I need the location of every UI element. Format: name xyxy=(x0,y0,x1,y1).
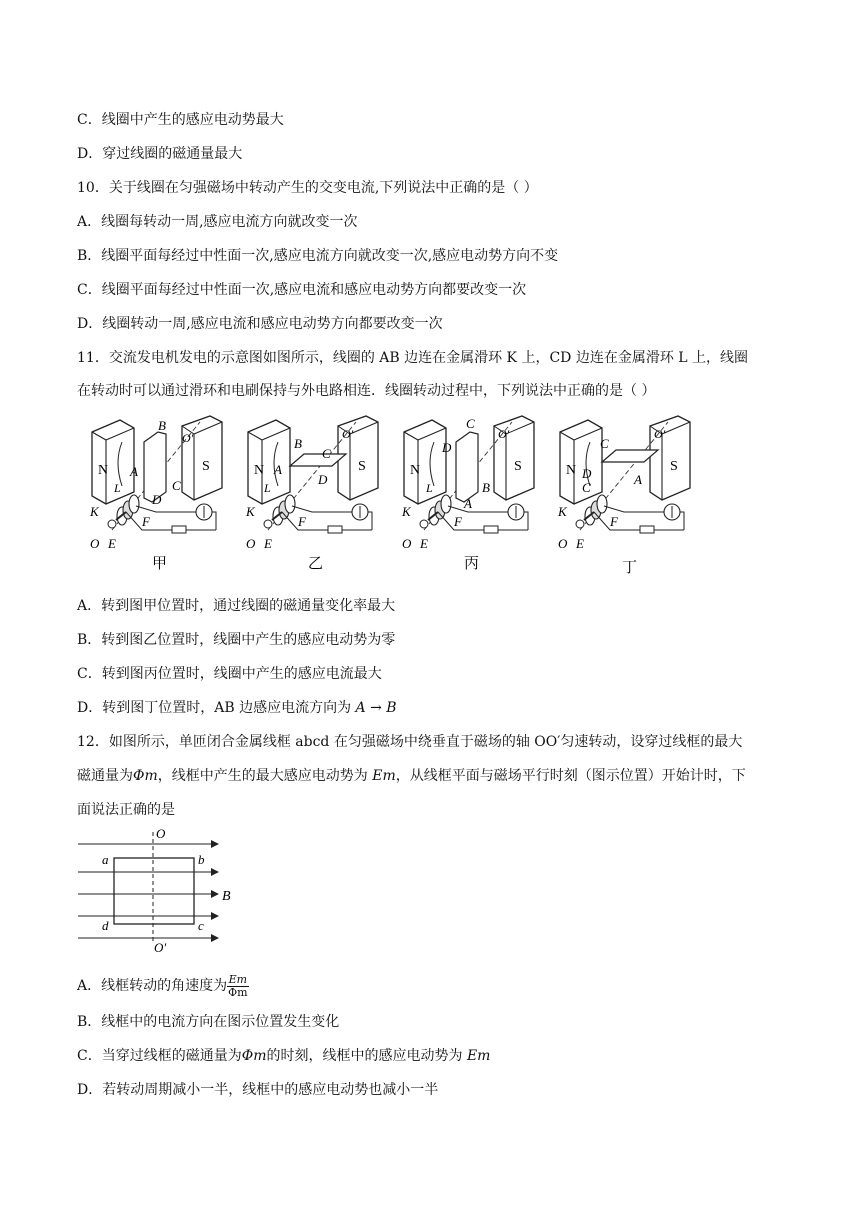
q12-option-b: B．线框中的电流方向在图示位置发生变化 xyxy=(77,1014,340,1030)
angular-velocity-fraction xyxy=(227,974,248,999)
panel-caption-ding: 丁 xyxy=(622,560,638,576)
q12-option-c xyxy=(77,1046,490,1066)
coil-label-c: C xyxy=(322,446,331,461)
generator-figure xyxy=(82,412,710,584)
brush-e-label: E xyxy=(108,536,116,551)
axis-top-label: O′ xyxy=(654,427,666,441)
q11-option-d-math: A → B xyxy=(355,700,397,716)
q11-option-c: C．转到图丙位置时，线圈中产生的感应电流最大 xyxy=(77,666,382,682)
brush-f-label: F xyxy=(298,514,306,529)
coil-label-c: C xyxy=(172,478,181,493)
q10-stem: 10．关于线圈在匀强磁场中转动产生的交变电流,下列说法中正确的是（ ） xyxy=(77,180,538,196)
q12-e-m: Em xyxy=(372,768,396,784)
q12-stem-line3: 面说法正确的是 xyxy=(77,802,175,818)
brush-f-label: F xyxy=(454,514,462,529)
axis-bottom-label: O xyxy=(558,536,568,551)
ring-l-label: L xyxy=(264,481,271,495)
corner-label-d: d xyxy=(102,918,109,933)
q12-option-c-em: Em xyxy=(466,1048,491,1064)
axis-bottom-label: O xyxy=(402,536,412,551)
ring-k-label: K xyxy=(90,504,99,519)
q11-stem-line2: 在转动时可以通过滑环和电刷保持与外电路相连．线圈转动过程中，下列说法中正确的是（ ） xyxy=(77,383,656,399)
coil-label-d: D xyxy=(152,492,162,507)
q12-stem-text-b: ，线框中产生的最大感应电动势为 xyxy=(157,768,373,784)
magnet-n-label: N xyxy=(98,463,109,478)
axis-bottom-label: O xyxy=(90,536,100,551)
coil-label-b: B xyxy=(482,480,490,495)
coil-label-c: C xyxy=(582,480,591,495)
axis-top-label: O′ xyxy=(182,431,194,445)
fraction-denominator: Φm xyxy=(228,985,248,999)
q12-option-a-text: A．线框转动的角速度为 xyxy=(77,978,228,994)
coil-label-a: A xyxy=(274,462,282,477)
panel-caption-bing: 丙 xyxy=(464,556,480,572)
coil-label-c: C xyxy=(466,416,475,431)
q12-option-a xyxy=(77,972,249,1000)
coil-label-a: A xyxy=(634,472,642,487)
ring-l-label: L xyxy=(426,481,433,495)
brush-f-label: F xyxy=(610,514,618,529)
wire-frame xyxy=(114,858,194,924)
magnet-s-label: S xyxy=(358,459,366,474)
q12-stem-text-c: ，从线框平面与磁场平行时刻（图示位置）开始计时，下 xyxy=(395,768,746,784)
q10-option-c: C．线圈平面每经过中性面一次,感应电流和感应电动势方向都要改变一次 xyxy=(77,282,527,298)
coil-label-b: B xyxy=(294,436,302,451)
axis-label-o-prime: O′ xyxy=(154,940,167,954)
magnet-n-label: N xyxy=(566,463,577,478)
ring-k-label: K xyxy=(402,504,411,519)
magnet-s-label: S xyxy=(670,459,678,474)
axis-top-label: O′ xyxy=(498,427,510,441)
coil-label-d: D xyxy=(442,440,452,455)
q12-stem-text-a: 磁通量为 xyxy=(77,768,133,784)
brush-e-label: E xyxy=(264,536,272,551)
q12-stem-line2 xyxy=(77,766,746,786)
q10-option-a: A．线圈每转动一周,感应电流方向就改变一次 xyxy=(77,214,358,230)
q11-stem-line1: 11．交流发电机发电的示意图如图所示，线圈的 AB 边连在金属滑环 K 上，CD 边连在金属滑环 L 上，线圈 xyxy=(77,350,749,366)
ring-l-label: L xyxy=(114,481,121,495)
q9-option-c: C．线圈中产生的感应电动势最大 xyxy=(77,112,284,128)
magnet-n-label: N xyxy=(410,463,421,478)
q10-option-d: D．线圈转动一周,感应电流和感应电动势方向都要改变一次 xyxy=(77,316,443,332)
coil-label-d: D xyxy=(582,466,592,481)
coil-label-b: B xyxy=(158,418,166,433)
q12-option-d: D．若转动周期减小一半，线框中的感应电动势也减小一半 xyxy=(77,1082,439,1098)
generator-panel-yi xyxy=(245,416,378,572)
magnet-n-label: N xyxy=(254,463,265,478)
magnet-s-label: S xyxy=(202,459,210,474)
generator-panel-ding xyxy=(557,416,690,576)
q12-option-c-phi: Φm xyxy=(241,1048,267,1064)
coil-label-d: D xyxy=(318,472,328,487)
corner-label-a: a xyxy=(102,852,109,867)
coil-label-c-top: C xyxy=(600,436,609,451)
axis-bottom-label: O xyxy=(246,536,256,551)
coil-label-a: A xyxy=(130,464,138,479)
ring-k-label: K xyxy=(558,504,567,519)
generator-panel-jia xyxy=(89,416,222,572)
ring-k-label: K xyxy=(246,504,255,519)
magnet-s-label: S xyxy=(514,459,522,474)
q11-option-d xyxy=(77,698,397,718)
coil-label-a: A xyxy=(464,496,472,511)
axis-top-label: O′ xyxy=(342,427,354,441)
brush-e-label: E xyxy=(576,536,584,551)
corner-label-b: b xyxy=(198,852,205,867)
q12-option-c-text-a: C．当穿过线框的磁通量为 xyxy=(77,1048,242,1064)
brush-f-label: F xyxy=(142,514,150,529)
panel-caption-jia: 甲 xyxy=(152,556,168,572)
q11-option-a: A．转到图甲位置时，通过线圈的磁通量变化率最大 xyxy=(77,598,396,614)
fraction-numerator: Em xyxy=(228,972,248,986)
field-label-b: B xyxy=(222,889,231,904)
q12-option-c-text-b: 的时刻，线框中的感应电动势为 xyxy=(266,1048,467,1064)
q12-stem-line1: 12．如图所示，单匝闭合金属线框 abcd 在匀强磁场中绕垂直于磁场的轴 OO′匀速转动，设穿过线框的最大 xyxy=(77,734,743,750)
frame-figure xyxy=(74,826,246,954)
brush-e-label: E xyxy=(420,536,428,551)
q10-option-b: B．线圈平面每经过中性面一次,感应电流方向就改变一次,感应电动势方向不变 xyxy=(77,248,559,264)
q9-option-d: D．穿过线圈的磁通量最大 xyxy=(77,146,243,162)
corner-label-c: c xyxy=(198,918,204,933)
generator-panel-bing xyxy=(401,416,534,572)
q11-option-b: B．转到图乙位置时，线圈中产生的感应电动势为零 xyxy=(77,632,396,648)
panel-caption-yi: 乙 xyxy=(308,556,324,572)
q12-phi-m: Φm xyxy=(133,768,158,784)
axis-label-o: O xyxy=(156,826,166,841)
q11-option-d-text: D．转到图丁位置时，AB 边感应电流方向为 xyxy=(77,700,356,716)
